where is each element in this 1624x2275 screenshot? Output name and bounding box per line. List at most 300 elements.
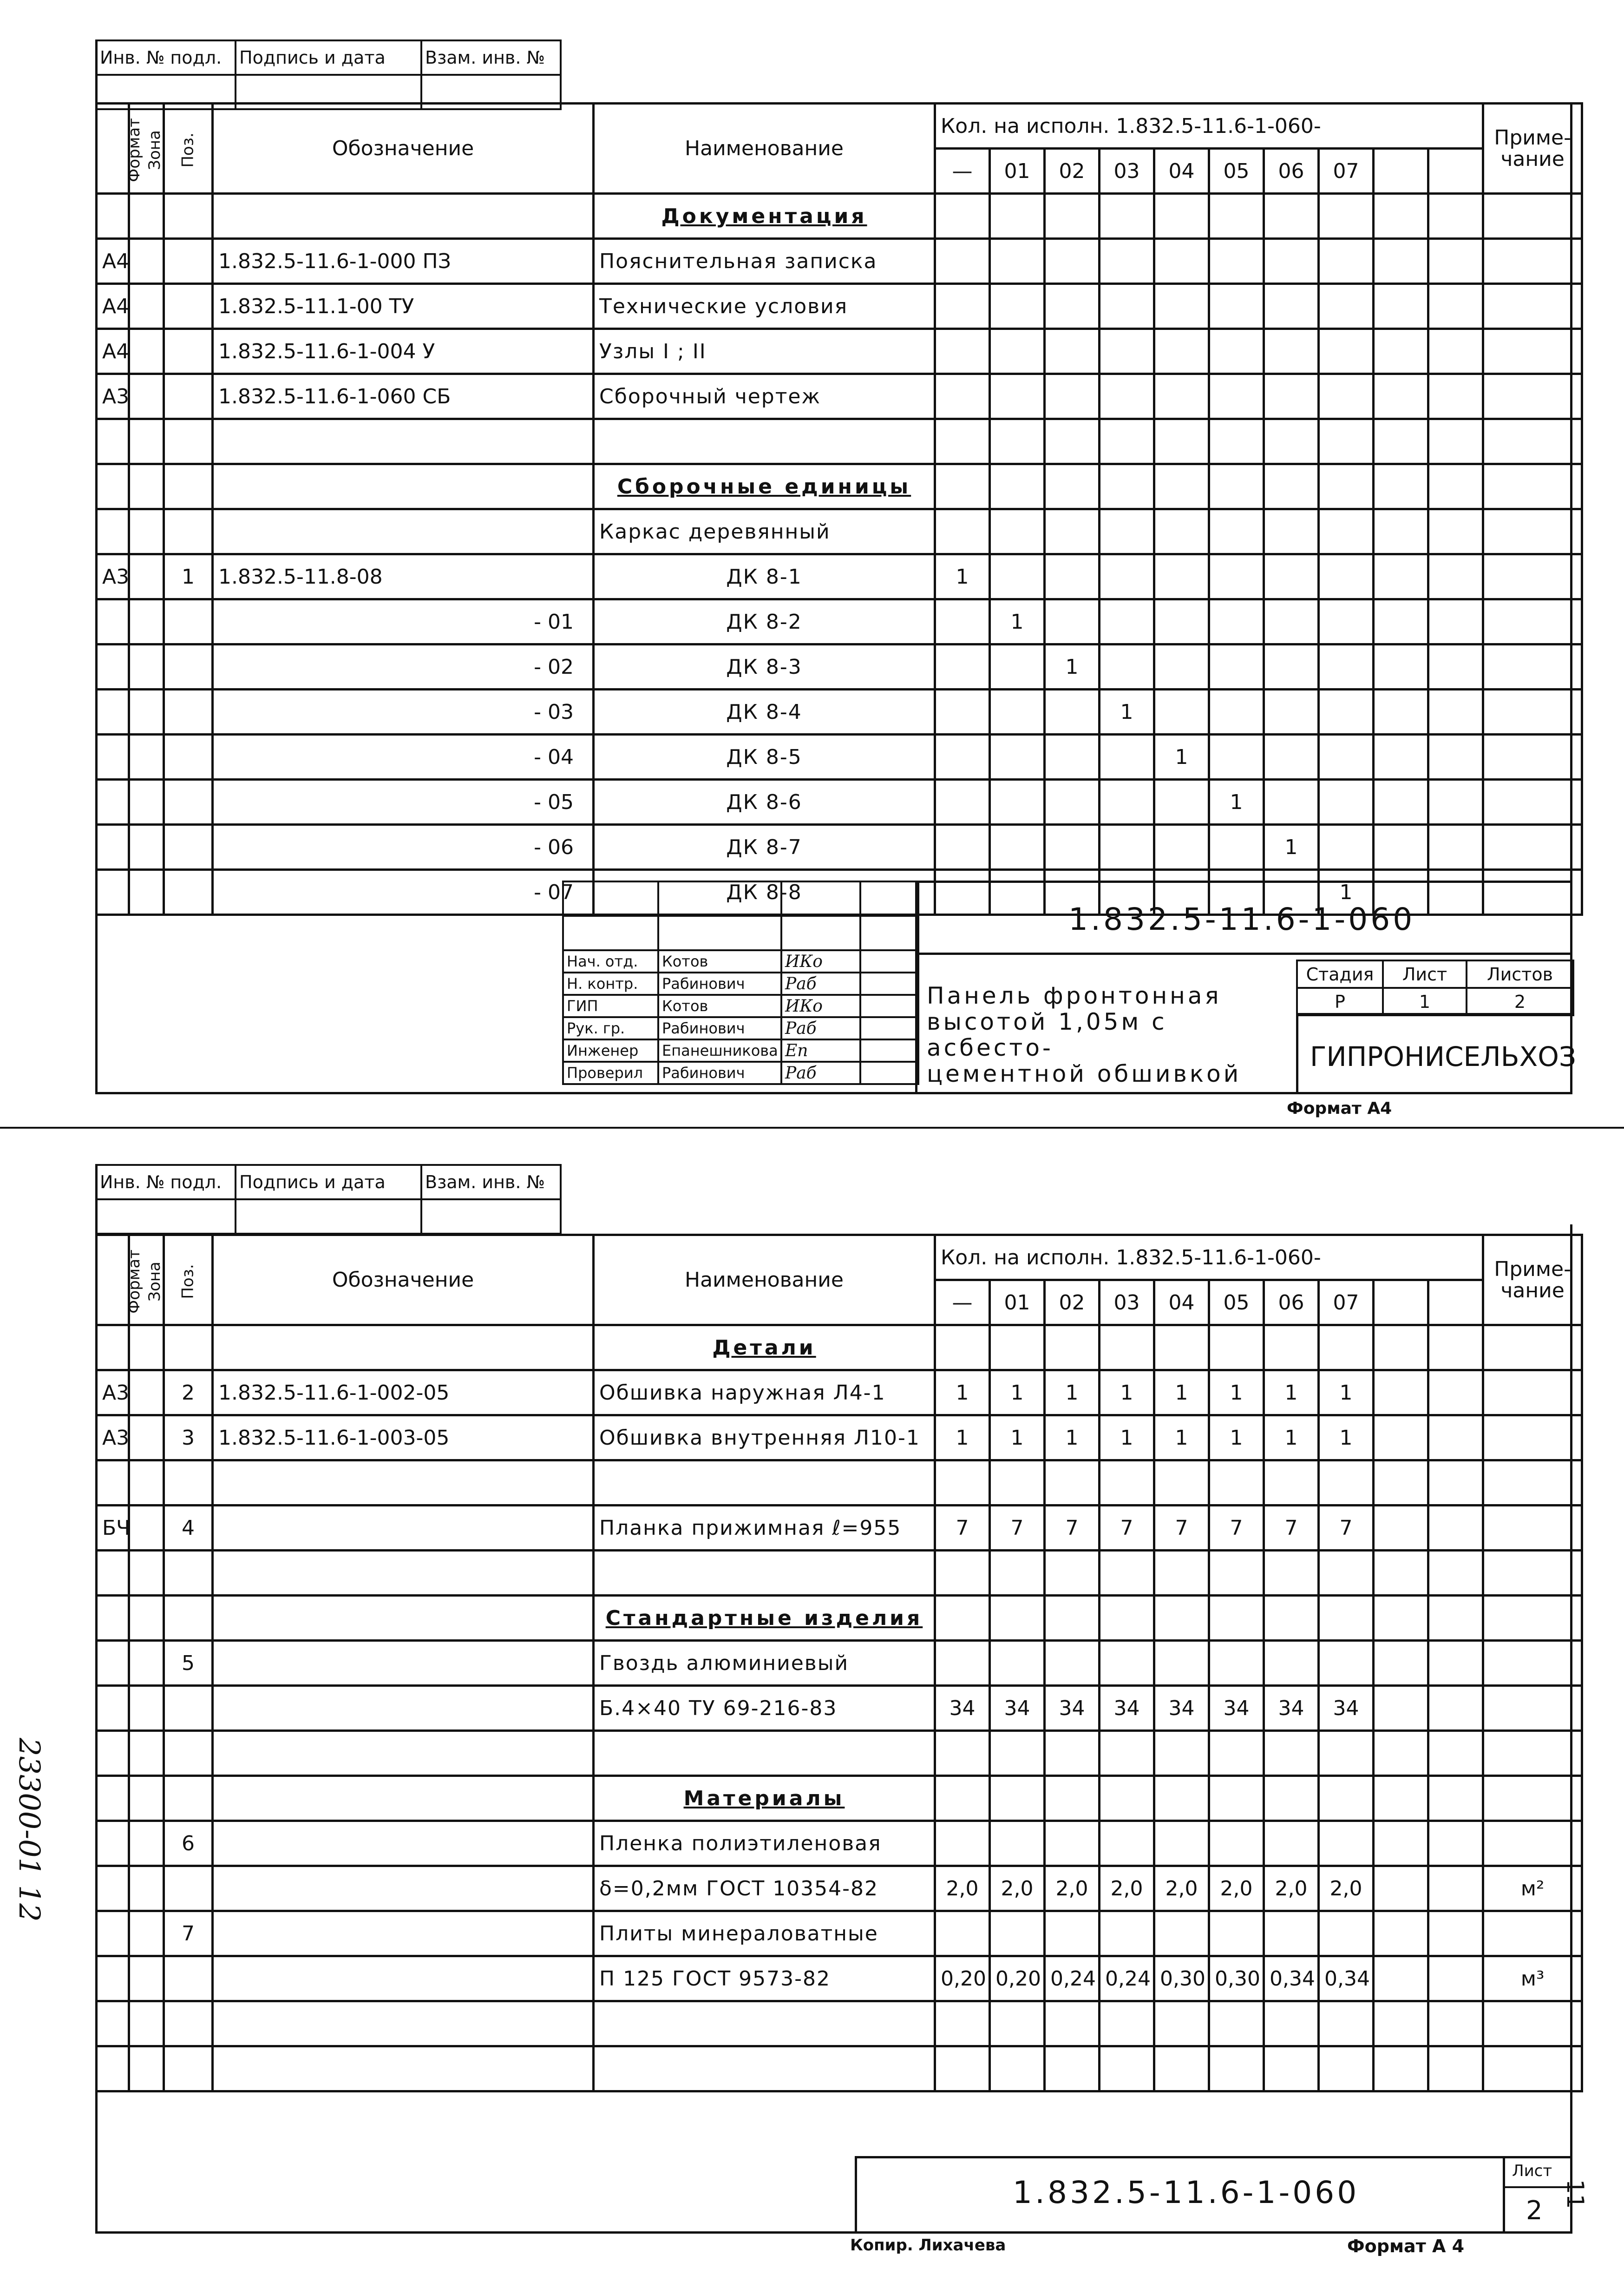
col-note: Приме-чание <box>1483 104 1582 194</box>
cell-qty <box>1264 735 1319 780</box>
cell-designation <box>213 1956 594 2001</box>
cell-qty <box>990 419 1045 464</box>
cell-qty <box>1264 1325 1319 1370</box>
cell-qty <box>990 1776 1045 1821</box>
cell-qty <box>1319 374 1374 419</box>
variant-header: 01 <box>990 1280 1045 1325</box>
cell-qty <box>1319 1325 1374 1370</box>
cell-qty <box>1319 329 1374 374</box>
cell-qty <box>935 1596 990 1641</box>
cell-qty <box>1428 2001 1483 2046</box>
cell-qty <box>1209 1325 1264 1370</box>
cell-qty: 34 <box>1319 1686 1374 1731</box>
cell-qty <box>1154 780 1209 825</box>
cell-zone <box>129 599 164 644</box>
cell-note <box>1483 780 1582 825</box>
cell-designation: - 05 <box>213 780 594 825</box>
cell-pos: 5 <box>164 1641 213 1686</box>
cell-pos <box>164 825 213 870</box>
spec-table <box>95 1234 1583 2092</box>
cell-name <box>594 1551 935 1596</box>
spec-header <box>97 1235 1582 1325</box>
cell-pos <box>164 599 213 644</box>
cell-name: Плиты минераловатные <box>594 1911 935 1956</box>
cell-qty <box>935 780 990 825</box>
cell-pos <box>164 1686 213 1731</box>
cell-qty <box>935 374 990 419</box>
cell-zone <box>129 239 164 284</box>
cell-qty <box>935 690 990 735</box>
col-designation: Обозначение <box>213 1235 594 1325</box>
variant-header: 03 <box>1100 1280 1154 1325</box>
cell-pos <box>164 284 213 329</box>
variant-header: 04 <box>1154 149 1209 194</box>
cell-qty <box>1209 194 1264 239</box>
cell-qty <box>1045 239 1100 284</box>
cell-qty <box>1045 1551 1100 1596</box>
doc-title-line-1: Панель фронтонная <box>927 982 1222 1009</box>
cell-name: ДК 8-7 <box>594 825 935 870</box>
cell-note <box>1483 599 1582 644</box>
cell-qty <box>990 509 1045 554</box>
col-format: Формат <box>97 104 129 194</box>
cell-qty: 34 <box>1100 1686 1154 1731</box>
doc-title-line-3: цементной обшивкой <box>927 1060 1242 1087</box>
cell-format <box>97 599 129 644</box>
cell-qty <box>1374 1911 1428 1956</box>
cell-qty <box>1374 2046 1428 2091</box>
role-label: Рук. гр. <box>563 1017 658 1039</box>
cell-name: δ=0,2мм ГОСТ 10354-82 <box>594 1866 935 1911</box>
table-row <box>97 1911 1582 1956</box>
cell-note <box>1483 735 1582 780</box>
cell-name: Пояснительная записка <box>594 239 935 284</box>
cell-qty <box>1154 1325 1209 1370</box>
cell-qty <box>935 1911 990 1956</box>
cell-qty <box>1100 1325 1154 1370</box>
cell-qty <box>1209 419 1264 464</box>
cell-name: Планка прижимная ℓ=955 <box>594 1506 935 1551</box>
cell-qty: 34 <box>1209 1686 1264 1731</box>
cell-qty <box>1428 194 1483 239</box>
cell-designation <box>213 1460 594 1506</box>
cell-zone <box>129 1325 164 1370</box>
cell-qty <box>1319 825 1374 870</box>
cell-note <box>1483 329 1582 374</box>
format-label: Формат А 4 <box>1347 2236 1465 2256</box>
cell-qty: 1 <box>990 1415 1045 1460</box>
cell-qty <box>1428 1370 1483 1415</box>
cell-qty <box>1374 554 1428 599</box>
cell-format <box>97 644 129 690</box>
cell-note <box>1483 1911 1582 1956</box>
cell-qty <box>1374 1821 1428 1866</box>
cell-name: Документация <box>594 194 935 239</box>
signature: Раб <box>781 1017 860 1039</box>
inv-no-label: Инв. № подл. <box>96 1165 236 1199</box>
cell-qty <box>1374 1776 1428 1821</box>
cell-qty <box>1100 644 1154 690</box>
cell-qty: 0,20 <box>990 1956 1045 2001</box>
cell-note <box>1483 2046 1582 2091</box>
role-label: Инженер <box>563 1039 658 1062</box>
cell-qty <box>1428 1956 1483 2001</box>
cell-designation: 1.832.5-11.6-1-004 У <box>213 329 594 374</box>
cell-qty <box>1209 2046 1264 2091</box>
cell-qty <box>1100 825 1154 870</box>
cell-qty <box>1428 1551 1483 1596</box>
cell-qty <box>1428 554 1483 599</box>
cell-format <box>97 419 129 464</box>
cell-qty <box>1374 1866 1428 1911</box>
cell-pos <box>164 1731 213 1776</box>
sign-date-label: Подпись и дата <box>236 40 421 75</box>
person-name: Рабинович <box>658 1017 781 1039</box>
signature-row <box>563 950 918 973</box>
cell-qty: 2,0 <box>1264 1866 1319 1911</box>
cell-name: Каркас деревянный <box>594 509 935 554</box>
cell-qty <box>1264 780 1319 825</box>
cell-qty <box>1264 2001 1319 2046</box>
cell-designation <box>213 1325 594 1370</box>
spec-header <box>97 104 1582 194</box>
cell-name: Сборочный чертеж <box>594 374 935 419</box>
cell-qty <box>1264 1911 1319 1956</box>
cell-name: Материалы <box>594 1776 935 1821</box>
cell-name: Детали <box>594 1325 935 1370</box>
table-row <box>97 1731 1582 1776</box>
cell-note <box>1483 2001 1582 2046</box>
cell-format <box>97 509 129 554</box>
cell-qty: 1 <box>1209 1415 1264 1460</box>
cell-qty <box>1209 1731 1264 1776</box>
cell-qty: 1 <box>1209 1370 1264 1415</box>
cell-qty: 7 <box>1045 1506 1100 1551</box>
cell-qty <box>1374 599 1428 644</box>
table-row <box>97 825 1582 870</box>
cell-qty <box>1264 194 1319 239</box>
variant-header: 07 <box>1319 149 1374 194</box>
cell-qty <box>1374 1551 1428 1596</box>
cell-qty <box>1154 1821 1209 1866</box>
cell-qty <box>1428 780 1483 825</box>
cell-qty: 34 <box>1264 1686 1319 1731</box>
doc-code: 1.832.5-11.6-1-060 <box>1068 901 1415 937</box>
cell-qty <box>1100 554 1154 599</box>
cell-qty: 7 <box>1264 1506 1319 1551</box>
cell-pos <box>164 509 213 554</box>
cell-qty <box>1100 2001 1154 2046</box>
cell-qty <box>1045 284 1100 329</box>
cell-qty: 1 <box>1319 1415 1374 1460</box>
cell-qty <box>1045 1821 1100 1866</box>
cell-note <box>1483 284 1582 329</box>
cell-qty <box>1045 554 1100 599</box>
variant-header: 04 <box>1154 1280 1209 1325</box>
cell-qty <box>990 239 1045 284</box>
cell-name: ДК 8-1 <box>594 554 935 599</box>
cell-qty: 34 <box>1154 1686 1209 1731</box>
stage-label: Стадия <box>1297 960 1383 988</box>
variant-header: 02 <box>1045 149 1100 194</box>
cell-note <box>1483 1776 1582 1821</box>
table-row <box>97 780 1582 825</box>
cell-note <box>1483 1370 1582 1415</box>
cell-qty <box>1045 2046 1100 2091</box>
cell-qty: 1 <box>935 1415 990 1460</box>
cell-qty <box>1209 239 1264 284</box>
cell-qty <box>1154 1776 1209 1821</box>
cell-qty <box>1154 1911 1209 1956</box>
table-row <box>97 1460 1582 1506</box>
cell-qty <box>1154 194 1209 239</box>
cell-qty <box>1374 825 1428 870</box>
cell-qty <box>1319 2046 1374 2091</box>
cell-qty <box>1045 2001 1100 2046</box>
variant-header: 05 <box>1209 149 1264 194</box>
cell-qty <box>1100 1821 1154 1866</box>
cell-qty: 1 <box>935 1370 990 1415</box>
cell-qty: 2,0 <box>1100 1866 1154 1911</box>
cell-qty: 7 <box>1209 1506 1264 1551</box>
variant-header <box>1374 1280 1428 1325</box>
cell-qty <box>1045 599 1100 644</box>
cell-designation <box>213 2001 594 2046</box>
cell-note <box>1483 419 1582 464</box>
variant-header: 01 <box>990 149 1045 194</box>
cell-qty <box>990 690 1045 735</box>
cell-qty <box>1428 1866 1483 1911</box>
cell-name <box>594 2046 935 2091</box>
cell-qty <box>990 1641 1045 1686</box>
col-zone: Зона <box>129 104 164 194</box>
cell-pos <box>164 464 213 509</box>
cell-qty <box>1264 374 1319 419</box>
stage-value: Р <box>1297 988 1383 1015</box>
table-row <box>97 1821 1582 1866</box>
cell-qty <box>935 419 990 464</box>
cell-qty: 1 <box>1100 690 1154 735</box>
cell-qty <box>1428 284 1483 329</box>
cell-qty <box>1428 1731 1483 1776</box>
cell-qty: 0,24 <box>1045 1956 1100 2001</box>
cell-qty: 7 <box>935 1506 990 1551</box>
cell-pos <box>164 1325 213 1370</box>
role-label: Нач. отд. <box>563 950 658 973</box>
cell-qty <box>1154 284 1209 329</box>
cell-format <box>97 2001 129 2046</box>
col-note: Приме-чание <box>1483 1235 1582 1325</box>
cell-designation <box>213 1776 594 1821</box>
cell-zone <box>129 735 164 780</box>
cell-qty <box>1209 1641 1264 1686</box>
cell-format <box>97 1911 129 1956</box>
cell-qty <box>1209 284 1264 329</box>
sheet-value: 2 <box>1526 2196 1543 2226</box>
cell-qty <box>1154 239 1209 284</box>
cell-qty <box>1100 284 1154 329</box>
cell-name: Обшивка наружная Л4-1 <box>594 1370 935 1415</box>
title-signatures <box>562 881 919 1085</box>
cell-zone <box>129 1415 164 1460</box>
cell-qty: 0,30 <box>1209 1956 1264 2001</box>
cell-qty <box>1428 1911 1483 1956</box>
cell-qty <box>1374 419 1428 464</box>
cell-qty: 1 <box>1045 1370 1100 1415</box>
cell-zone <box>129 2046 164 2091</box>
cell-name: Обшивка внутренняя Л10-1 <box>594 1415 935 1460</box>
corner-number: 11 <box>1562 2179 1589 2209</box>
cell-qty <box>1100 1596 1154 1641</box>
cell-qty <box>990 1596 1045 1641</box>
cell-qty <box>990 329 1045 374</box>
cell-zone <box>129 329 164 374</box>
cell-format: А4 <box>97 284 129 329</box>
cell-zone <box>129 284 164 329</box>
cell-qty <box>1209 329 1264 374</box>
signature: ИКо <box>781 995 860 1017</box>
cell-note <box>1483 1506 1582 1551</box>
cell-qty: 1 <box>1264 825 1319 870</box>
cell-qty <box>1209 735 1264 780</box>
signature-row <box>563 1039 918 1062</box>
cell-qty <box>1154 1641 1209 1686</box>
cell-qty: 1 <box>1045 1415 1100 1460</box>
cell-qty <box>1428 509 1483 554</box>
cell-format <box>97 2046 129 2091</box>
cell-qty: 1 <box>1100 1370 1154 1415</box>
cell-qty <box>1154 374 1209 419</box>
cell-qty <box>1319 509 1374 554</box>
cell-name: Узлы I ; II <box>594 329 935 374</box>
sheets-value: 2 <box>1467 988 1573 1015</box>
cell-qty <box>1374 1641 1428 1686</box>
cell-pos <box>164 1460 213 1506</box>
cell-qty <box>1100 194 1154 239</box>
cell-name: ДК 8-8 <box>594 870 935 915</box>
cell-qty <box>1045 374 1100 419</box>
cell-qty <box>1264 239 1319 284</box>
cell-qty <box>935 599 990 644</box>
cell-note <box>1483 464 1582 509</box>
cell-format <box>97 1776 129 1821</box>
cell-qty: 34 <box>935 1686 990 1731</box>
cell-qty: 1 <box>1154 1415 1209 1460</box>
format-label: Формат А4 <box>1287 1099 1392 1118</box>
cell-qty: 1 <box>990 599 1045 644</box>
cell-qty <box>935 735 990 780</box>
cell-name: ДК 8-5 <box>594 735 935 780</box>
cell-qty <box>1428 690 1483 735</box>
cell-pos <box>164 329 213 374</box>
cell-qty <box>1264 419 1319 464</box>
cell-designation: 1.832.5-11.8-08 <box>213 554 594 599</box>
cell-qty <box>1374 690 1428 735</box>
cell-qty <box>1374 780 1428 825</box>
cell-designation <box>213 419 594 464</box>
cell-qty <box>1374 2001 1428 2046</box>
cell-note <box>1483 509 1582 554</box>
cell-qty <box>990 284 1045 329</box>
cell-qty <box>1154 419 1209 464</box>
cell-pos <box>164 780 213 825</box>
table-row <box>97 1686 1582 1731</box>
role-label: Проверил <box>563 1062 658 1084</box>
cell-qty <box>1374 644 1428 690</box>
cell-qty <box>1374 1596 1428 1641</box>
signature: ИКо <box>781 950 860 973</box>
cell-qty <box>1319 780 1374 825</box>
table-row <box>97 735 1582 780</box>
table-row <box>97 554 1582 599</box>
table-row <box>97 1776 1582 1821</box>
cell-qty <box>1264 554 1319 599</box>
cell-qty <box>1428 1686 1483 1731</box>
cell-qty <box>1264 690 1319 735</box>
cell-qty: 34 <box>1045 1686 1100 1731</box>
cell-qty <box>1100 2046 1154 2091</box>
cell-qty <box>1209 690 1264 735</box>
cell-qty <box>1374 374 1428 419</box>
cell-qty <box>1154 2001 1209 2046</box>
variant-header: 07 <box>1319 1280 1374 1325</box>
cell-qty <box>1209 2001 1264 2046</box>
cell-qty: 1 <box>1100 1415 1154 1460</box>
cell-name: Гвоздь алюминиевый <box>594 1641 935 1686</box>
signature-row <box>563 995 918 1017</box>
cell-qty: 0,20 <box>935 1956 990 2001</box>
cell-pos <box>164 1596 213 1641</box>
cell-qty <box>1045 735 1100 780</box>
cell-qty <box>935 509 990 554</box>
cell-qty <box>1374 1506 1428 1551</box>
cell-qty <box>1374 1460 1428 1506</box>
cell-qty: 0,24 <box>1100 1956 1154 2001</box>
cell-zone <box>129 644 164 690</box>
cell-qty <box>1374 735 1428 780</box>
cell-qty <box>1319 554 1374 599</box>
cell-qty <box>1045 825 1100 870</box>
table-row <box>97 1956 1582 2001</box>
cell-zone <box>129 2001 164 2046</box>
cell-qty <box>990 780 1045 825</box>
signature-row <box>563 1062 918 1084</box>
cell-pos <box>164 870 213 915</box>
spec-body <box>97 1325 1582 2091</box>
cell-name: ДК 8-2 <box>594 599 935 644</box>
cell-designation: 1.832.5-11.6-1-002-05 <box>213 1370 594 1415</box>
cell-qty <box>1319 194 1374 239</box>
cell-format <box>97 1641 129 1686</box>
col-format: Формат <box>97 1235 129 1325</box>
cell-qty <box>1264 1731 1319 1776</box>
cell-qty <box>1045 1731 1100 1776</box>
variant-header <box>1428 1280 1483 1325</box>
cell-qty <box>1374 509 1428 554</box>
date-cell <box>860 995 918 1017</box>
table-row <box>97 1325 1582 1370</box>
cell-name: ДК 8-6 <box>594 780 935 825</box>
cell-designation: 1.832.5-11.1-00 ТУ <box>213 284 594 329</box>
cell-format <box>97 825 129 870</box>
cell-qty <box>1100 1911 1154 1956</box>
cell-designation: - 01 <box>213 599 594 644</box>
cell-format: А3 <box>97 1415 129 1460</box>
cell-pos: 3 <box>164 1415 213 1460</box>
cell-zone <box>129 1551 164 1596</box>
cell-qty <box>990 1325 1045 1370</box>
cell-pos <box>164 2046 213 2091</box>
